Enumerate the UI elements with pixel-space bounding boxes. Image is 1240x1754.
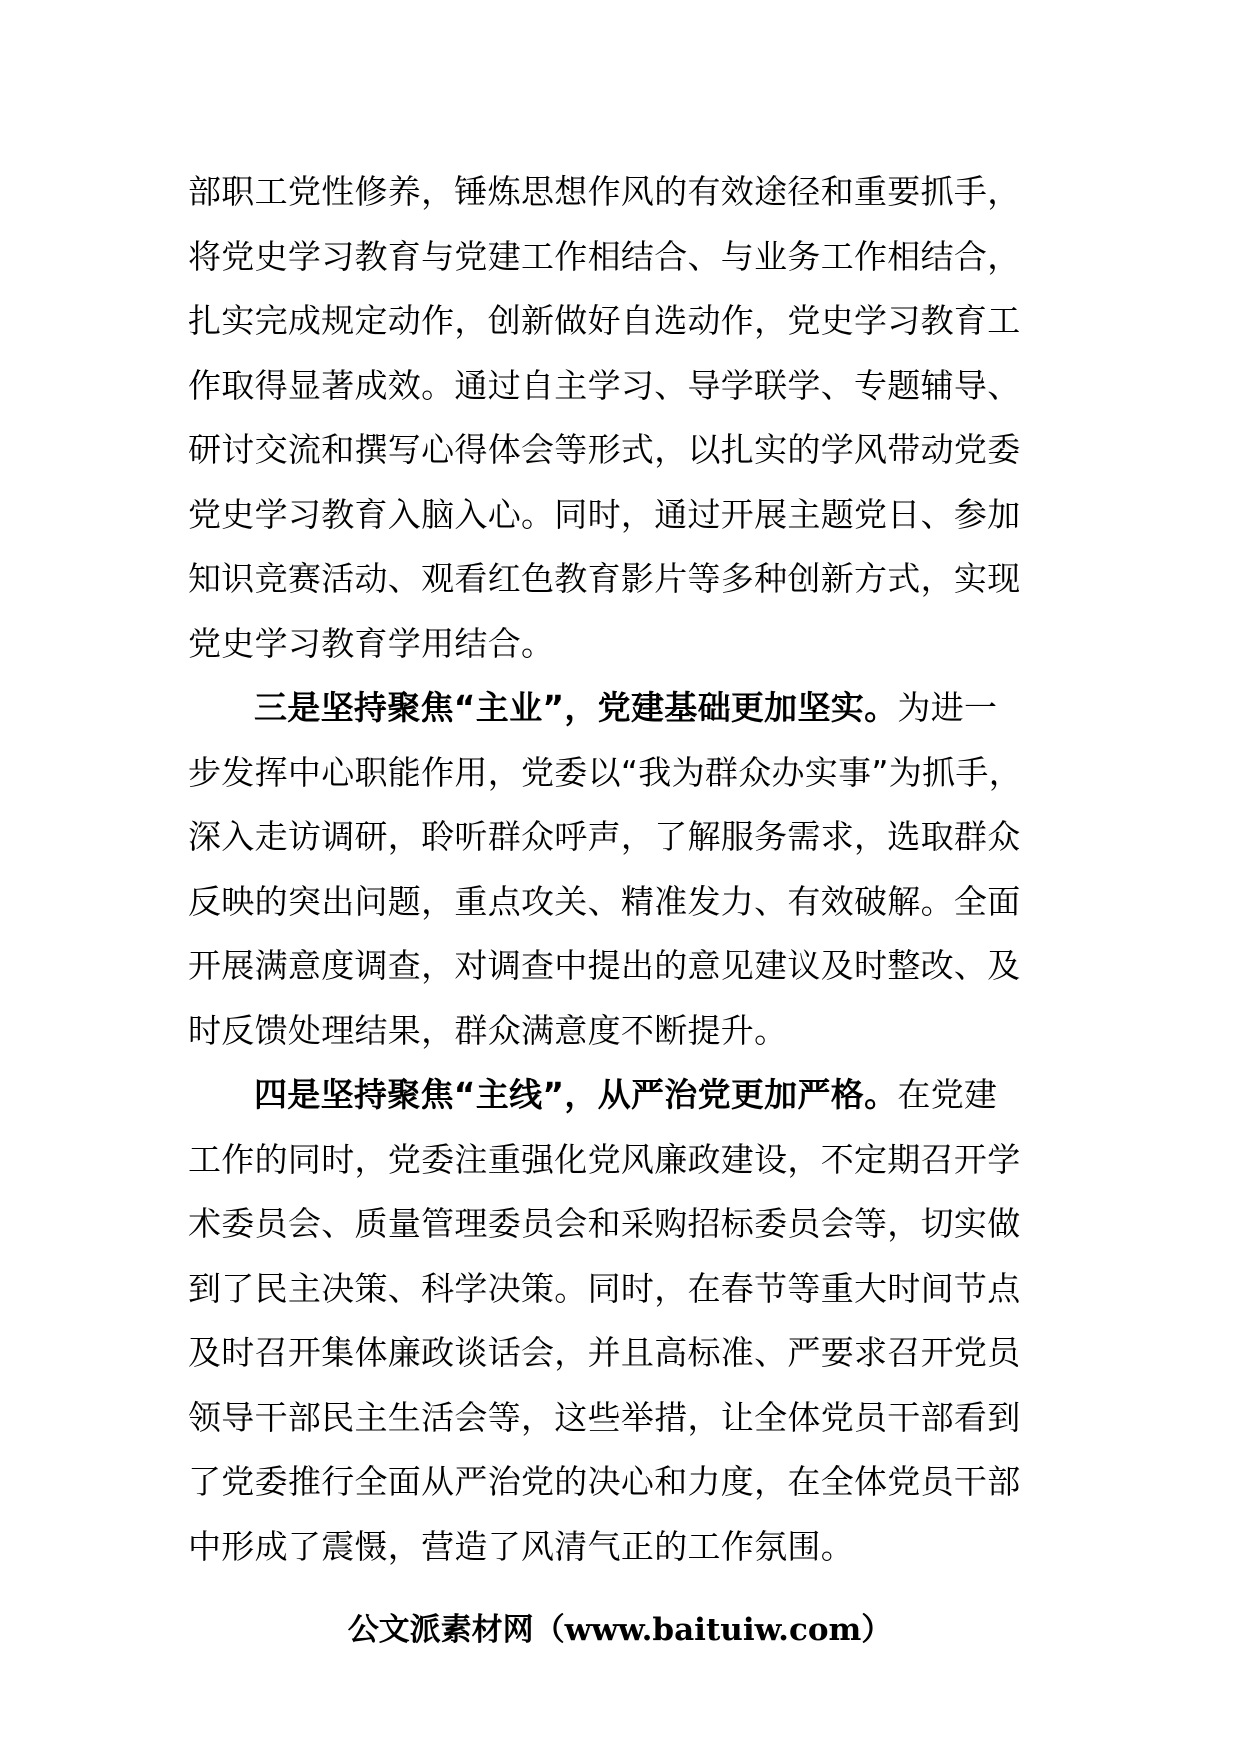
paragraph-1	[188, 160, 1068, 676]
text-line: 工作的同时，党委注重强化党风廉政建设，不定期召开学	[188, 1139, 1021, 1179]
paragraph-lead-continuation: 为进一	[897, 688, 998, 727]
text-line: 术委员会、质量管理委员会和采购招标委员会等，切实做	[188, 1204, 1021, 1243]
page-footer	[0, 1604, 1240, 1649]
footer-url: （www.baituiw.com）	[533, 1612, 893, 1648]
paragraph-2	[188, 676, 1068, 1063]
text-line: 了党委推行全面从严治党的决心和力度，在全体党员干部	[188, 1462, 1021, 1501]
document-body	[188, 160, 1068, 1579]
paragraph-first-line	[188, 676, 1068, 741]
text-line: 深入走访调研，聆听群众呼声，了解服务需求，选取群众	[188, 817, 1021, 856]
text-line: 到了民主决策、科学决策。同时，在春节等重大时间节点	[188, 1268, 1021, 1308]
paragraph-3	[188, 1063, 1068, 1579]
text-line: 反映的突出问题，重点攻关、精准发力、有效破解。全面	[188, 881, 1021, 921]
text-line: 部职工党性修养，锤炼思想作风的有效途径和重要抓手，	[188, 172, 1021, 211]
text-line: 中形成了震慑，营造了风清气正的工作氛围。	[188, 1526, 854, 1566]
text-line: 研讨交流和撰写心得体会等形式，以扎实的学风带动党委	[188, 430, 1021, 469]
text-line: 扎实完成规定动作，创新做好自选动作，党史学习教育工	[188, 301, 1021, 340]
text-line: 党史学习教育入脑入心。同时，通过开展主题党日、参加	[188, 494, 1021, 534]
text-line: 领导干部民主生活会等，这些举措，让全体党员干部看到	[188, 1397, 1021, 1437]
paragraph-lead-continuation: 在党建	[897, 1075, 998, 1114]
paragraph-first-line	[188, 1063, 1068, 1128]
text-line: 步发挥中心职能作用，党委以“我为群众办实事”为抓手，	[188, 752, 1022, 792]
text-line: 及时召开集体廉政谈话会，并且高标准、严要求召开党员	[188, 1333, 1021, 1372]
paragraph-lead-heading: 三是坚持聚焦“主业”，党建基础更加坚实。	[254, 688, 898, 727]
text-line: 将党史学习教育与党建工作相结合、与业务工作相结合，	[188, 236, 1021, 276]
text-line: 党史学习教育学用结合。	[188, 623, 555, 663]
text-line: 知识竞赛活动、观看红色教育影片等多种创新方式，实现	[188, 559, 1021, 598]
paragraph-lead-heading: 四是坚持聚焦“主线”，从严治党更加严格。	[254, 1075, 898, 1114]
text-line: 时反馈处理结果，群众满意度不断提升。	[188, 1010, 788, 1050]
text-line: 开展满意度调查，对调查中提出的意见建议及时整改、及	[188, 946, 1021, 985]
text-line: 作取得显著成效。通过自主学习、导学联学、专题辅导、	[188, 365, 1021, 405]
footer-site-name: 公文派素材网	[347, 1612, 534, 1648]
